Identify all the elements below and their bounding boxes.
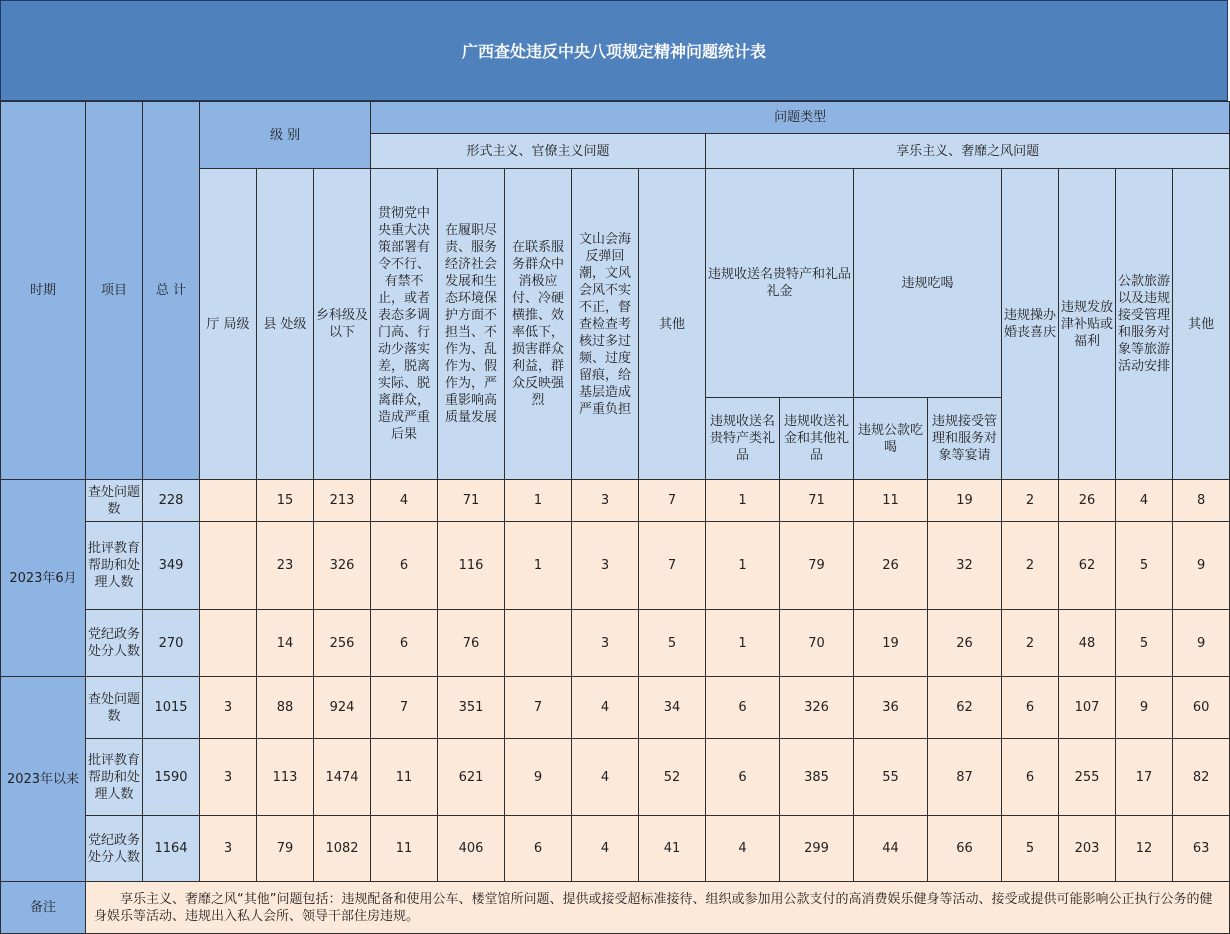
header-gift: 违规收送名贵特产和礼品礼金 <box>706 169 854 398</box>
data-cell: 203 <box>1059 816 1116 882</box>
data-cell: 113 <box>257 739 314 816</box>
data-cell: 5 <box>1002 816 1059 882</box>
table-title: 广西查处违反中央八项规定精神问题统计表 <box>0 0 1228 101</box>
header-level-ting: 厅 局级 <box>200 169 257 480</box>
data-cell: 406 <box>438 816 505 882</box>
header-hedonism-other: 其他 <box>1173 169 1230 480</box>
data-cell: 351 <box>438 677 505 739</box>
header-total: 总 计 <box>143 102 200 480</box>
data-cell: 70 <box>780 610 854 677</box>
data-cell: 4 <box>1116 480 1173 522</box>
data-cell: 3 <box>572 480 639 522</box>
header-row-1 <box>1 102 1230 134</box>
table-row <box>1 816 1230 882</box>
table-row <box>1 610 1230 677</box>
table-row <box>1 522 1230 610</box>
data-cell: 116 <box>438 522 505 610</box>
table-row <box>1 480 1230 522</box>
data-cell: 3 <box>572 522 639 610</box>
table-row <box>1 739 1230 816</box>
data-cell: 11 <box>854 480 928 522</box>
header-meal: 违规吃喝 <box>854 169 1002 398</box>
remark-label: 备注 <box>1 882 86 934</box>
data-cell: 6 <box>706 677 780 739</box>
table-row <box>1 677 1230 739</box>
data-cell: 26 <box>1059 480 1116 522</box>
data-cell: 4 <box>572 816 639 882</box>
data-cell: 3 <box>200 677 257 739</box>
data-cell: 621 <box>438 739 505 816</box>
remark-text: 享乐主义、奢靡之风“其他”问题包括：违规配备和使用公车、楼堂馆所问题、提供或接受超标准接待、组织或参加用公款支付的高消费娱乐健身等活动、接受或提供可能影响公正执行公务的健身娱乐等活动、违规出入私人会所、领导干部住房违规。 <box>86 882 1230 934</box>
row-item-label: 查处问题数 <box>86 480 143 522</box>
data-cell: 3 <box>200 816 257 882</box>
data-cell: 11 <box>371 739 438 816</box>
data-cell: 1474 <box>314 739 371 816</box>
data-cell: 2 <box>1002 610 1059 677</box>
row-item-label: 查处问题数 <box>86 677 143 739</box>
header-meal-b: 违规接受管理和服务对象等宴请 <box>928 398 1002 480</box>
data-cell: 326 <box>314 522 371 610</box>
data-cell: 79 <box>780 522 854 610</box>
header-formalism-4: 文山会海反弹回潮，文风会风不实不正，督查检查考核过多过频、过度留痕，给基层造成严重负担 <box>572 169 639 480</box>
data-cell: 44 <box>854 816 928 882</box>
data-cell: 36 <box>854 677 928 739</box>
data-cell: 4 <box>706 816 780 882</box>
data-cell: 62 <box>1059 522 1116 610</box>
data-cell: 23 <box>257 522 314 610</box>
total-cell: 349 <box>143 522 200 610</box>
data-cell: 26 <box>854 522 928 610</box>
data-cell: 1 <box>505 480 572 522</box>
data-cell: 107 <box>1059 677 1116 739</box>
data-cell: 71 <box>438 480 505 522</box>
header-level-xian: 县 处级 <box>257 169 314 480</box>
data-cell: 4 <box>572 739 639 816</box>
header-formalism-3: 在联系服务群众中消极应付、冷硬横推、效率低下，损害群众利益，群众反映强烈 <box>505 169 572 480</box>
header-hedonism: 享乐主义、奢靡之风问题 <box>706 134 1230 169</box>
data-cell <box>505 610 572 677</box>
header-allowance: 违规发放津补贴或福利 <box>1059 169 1116 480</box>
header-travel: 公款旅游以及违规接受管理和服务对象等旅游活动安排 <box>1116 169 1173 480</box>
data-cell: 6 <box>706 739 780 816</box>
data-cell: 7 <box>371 677 438 739</box>
data-cell: 71 <box>780 480 854 522</box>
data-cell: 2 <box>1002 480 1059 522</box>
data-cell: 9 <box>1173 522 1230 610</box>
data-cell: 19 <box>854 610 928 677</box>
data-cell: 15 <box>257 480 314 522</box>
data-cell: 9 <box>1116 677 1173 739</box>
row-item-label: 批评教育帮助和处理人数 <box>86 522 143 610</box>
total-cell: 1015 <box>143 677 200 739</box>
data-cell: 76 <box>438 610 505 677</box>
data-cell: 2 <box>1002 522 1059 610</box>
data-cell: 256 <box>314 610 371 677</box>
total-cell: 228 <box>143 480 200 522</box>
header-gift-b: 违规收送礼金和其他礼品 <box>780 398 854 480</box>
header-wedding: 违规操办婚丧喜庆 <box>1002 169 1059 480</box>
header-item: 项目 <box>86 102 143 480</box>
data-cell: 82 <box>1173 739 1230 816</box>
total-cell: 1590 <box>143 739 200 816</box>
total-cell: 1164 <box>143 816 200 882</box>
data-cell: 62 <box>928 677 1002 739</box>
header-level-xiang: 乡科级及以下 <box>314 169 371 480</box>
data-cell: 9 <box>1173 610 1230 677</box>
header-formalism-other: 其他 <box>639 169 706 480</box>
row-item-label: 批评教育帮助和处理人数 <box>86 739 143 816</box>
statistics-table <box>0 101 1230 934</box>
header-period: 时期 <box>1 102 86 480</box>
data-cell: 385 <box>780 739 854 816</box>
total-cell: 270 <box>143 610 200 677</box>
data-cell: 924 <box>314 677 371 739</box>
data-cell: 12 <box>1116 816 1173 882</box>
data-cell: 4 <box>572 677 639 739</box>
period-label: 2023年6月 <box>1 480 86 677</box>
data-cell: 34 <box>639 677 706 739</box>
data-cell: 32 <box>928 522 1002 610</box>
data-cell: 1 <box>706 522 780 610</box>
data-cell: 17 <box>1116 739 1173 816</box>
row-item-label: 党纪政务处分人数 <box>86 816 143 882</box>
data-cell: 14 <box>257 610 314 677</box>
data-cell: 7 <box>505 677 572 739</box>
data-cell: 26 <box>928 610 1002 677</box>
data-cell: 213 <box>314 480 371 522</box>
data-cell: 87 <box>928 739 1002 816</box>
data-cell: 5 <box>1116 522 1173 610</box>
data-cell: 1 <box>505 522 572 610</box>
data-cell: 1082 <box>314 816 371 882</box>
data-cell: 8 <box>1173 480 1230 522</box>
data-cell: 255 <box>1059 739 1116 816</box>
remark-row <box>1 882 1230 934</box>
header-problem-type: 问题类型 <box>371 102 1230 134</box>
period-label: 2023年以来 <box>1 677 86 882</box>
header-level: 级 别 <box>200 102 371 169</box>
data-cell: 63 <box>1173 816 1230 882</box>
data-cell: 48 <box>1059 610 1116 677</box>
data-cell: 5 <box>1116 610 1173 677</box>
data-cell: 1 <box>706 610 780 677</box>
header-meal-a: 违规公款吃喝 <box>854 398 928 480</box>
data-cell: 60 <box>1173 677 1230 739</box>
data-cell: 6 <box>1002 739 1059 816</box>
data-cell: 6 <box>505 816 572 882</box>
data-cell: 11 <box>371 816 438 882</box>
header-formalism-2: 在履职尽责、服务经济社会发展和生态环境保护方面不担当、不作为、乱作为、假作为，严重影响高质量发展 <box>438 169 505 480</box>
data-cell: 88 <box>257 677 314 739</box>
data-cell <box>200 522 257 610</box>
data-cell: 55 <box>854 739 928 816</box>
data-cell: 6 <box>371 610 438 677</box>
data-cell: 52 <box>639 739 706 816</box>
data-cell: 5 <box>639 610 706 677</box>
data-cell <box>200 480 257 522</box>
data-cell: 4 <box>371 480 438 522</box>
data-cell: 3 <box>572 610 639 677</box>
data-cell: 79 <box>257 816 314 882</box>
data-cell: 326 <box>780 677 854 739</box>
header-gift-a: 违规收送名贵特产类礼品 <box>706 398 780 480</box>
data-cell: 299 <box>780 816 854 882</box>
row-item-label: 党纪政务处分人数 <box>86 610 143 677</box>
header-formalism: 形式主义、官僚主义问题 <box>371 134 706 169</box>
data-cell: 1 <box>706 480 780 522</box>
data-cell <box>200 610 257 677</box>
data-cell: 3 <box>200 739 257 816</box>
data-cell: 9 <box>505 739 572 816</box>
data-cell: 7 <box>639 480 706 522</box>
data-cell: 41 <box>639 816 706 882</box>
data-cell: 6 <box>371 522 438 610</box>
header-formalism-1: 贯彻党中央重大决策部署有令不行、有禁不止，或者表态多调门高、行动少落实差，脱离实际、脱离群众，造成严重后果 <box>371 169 438 480</box>
data-cell: 19 <box>928 480 1002 522</box>
data-cell: 6 <box>1002 677 1059 739</box>
data-cell: 7 <box>639 522 706 610</box>
data-cell: 66 <box>928 816 1002 882</box>
